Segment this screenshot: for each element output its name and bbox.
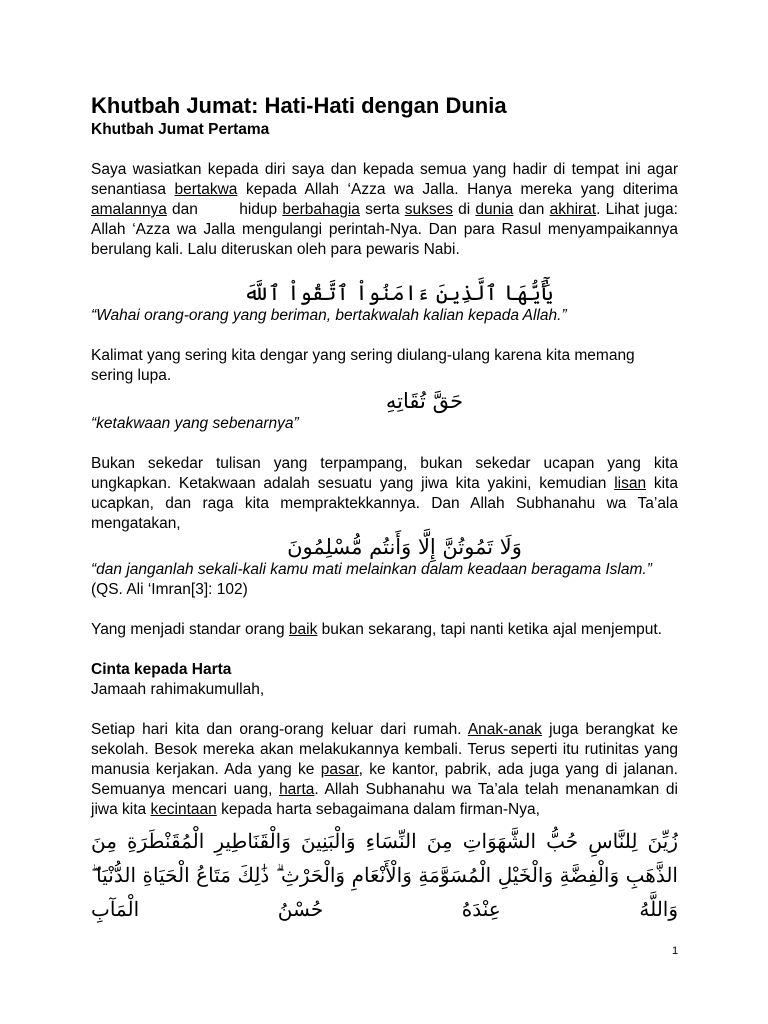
- link-lisan[interactable]: lisan: [614, 475, 647, 492]
- arabic-verse-2: حَقَّ تُقَاتِهِ: [385, 389, 464, 413]
- link-baik[interactable]: baik: [288, 621, 318, 638]
- link-bertakwa[interactable]: bertakwa: [174, 181, 238, 198]
- text: Yang menjadi standar orang: [91, 621, 289, 638]
- link-kecintaan[interactable]: kecintaan: [150, 801, 217, 818]
- arabic-verse-1: يَٰٓأَيُّهَا ٱلَّذِينَ ءَامَنُواْ ٱتَّقُواْ ٱللَّهَ: [243, 281, 554, 305]
- text: . Lihat juga: Allah ‘Azza wa Jalla mengulangi perintah-Nya. Dan para Rasul menyampaikannya berulang kali. Lalu diteruskan oleh para pewaris Nabi.: [91, 201, 678, 258]
- text: kepada harta sebagaimana dalam firman-Nya,: [216, 801, 540, 818]
- quote-translation-3: [91, 560, 678, 600]
- link-sukses[interactable]: sukses: [404, 201, 453, 218]
- arabic-verse-4: زُيِّنَ لِلنَّاسِ حُبُّ الشَّهَوَاتِ مِنَ النِّسَاءِ وَالْبَنِينَ وَالْقَنَاطِيرِ الْمُقَنْطَرَةِ مِنَ الذَّهَبِ وَالْفِضَّةِ وَالْخَيْلِ الْمُسَوَّمَةِ وَالْأَنْعَامِ وَالْحَرْثِ ۗ ذَٰلِكَ مَتَاعُ الْحَيَاةِ الدُّنْيَا ۖ وَاللَّهُ عِنْدَهُ حُسْنُ الْمَآبِ: [91, 829, 678, 921]
- quote-translation-2: “ketakwaan yang sebenarnya”: [91, 415, 299, 432]
- link-akhirat[interactable]: akhirat: [549, 201, 597, 218]
- text: , ke kantor, pabrik, ada juga yang di jalanan. Semuanya mencari uang,: [91, 761, 678, 798]
- text: . Allah Subhanahu wa Ta’ala telah menanamkan di jiwa kita: [91, 781, 678, 818]
- link-anak-anak[interactable]: Anak-anak: [467, 721, 542, 738]
- link-berbahagia[interactable]: berbahagia: [282, 201, 360, 218]
- document-title: Khutbah Jumat: Hati-Hati dengan Dunia: [91, 93, 507, 118]
- paragraph-harta: [91, 720, 678, 820]
- text: serta: [359, 201, 405, 218]
- text: kita ucapkan, dan raga kita mempraktekkannya. Dan Allah Subhanahu wa Ta’ala mengatakan,: [91, 475, 678, 532]
- paragraph-standar: [91, 620, 678, 640]
- paragraph-wasiat: [91, 160, 678, 260]
- document-page: [91, 92, 678, 926]
- text: Bukan sekedar tulisan yang terpampang, bukan sekedar ucapan yang kita ungkapkan. Ketakwaan adalah sesuatu yang jiwa kita yakini, kemudian: [91, 455, 678, 492]
- paragraph-kalimat: Kalimat yang sering kita dengar yang sering diulang-ulang karena kita memang sering lupa.: [91, 347, 635, 384]
- link-dunia[interactable]: dunia: [475, 201, 514, 218]
- quote-reference: (QS. Ali ‘Imran[3]: 102): [91, 581, 248, 598]
- text: kepada Allah ‘Azza wa Jalla. Hanya mereka yang diterima: [237, 181, 678, 198]
- link-amalannya[interactable]: amalannya: [91, 201, 167, 218]
- text: Saya wasiatkan kepada diri saya dan kepada semua yang hadir di tempat ini agar senantiasa: [91, 161, 678, 198]
- text: di: [453, 201, 476, 218]
- greeting: Jamaah rahimakumullah,: [91, 681, 265, 698]
- text: dan hidup: [166, 201, 283, 218]
- page-number: 1: [672, 945, 679, 957]
- paragraph-ketakwaan: [91, 454, 678, 534]
- quote-text: “dan janganlah sekali-kali kamu mati melainkan dalam keadaan beragama Islam.”: [91, 561, 652, 578]
- link-pasar[interactable]: pasar: [320, 761, 359, 778]
- text: bukan sekarang, tapi nanti ketika ajal menjemput.: [317, 621, 662, 638]
- text: Setiap hari kita dan orang-orang keluar dari rumah.: [91, 721, 468, 738]
- section-heading: Cinta kepada Harta: [91, 661, 232, 678]
- link-harta[interactable]: harta: [279, 781, 315, 798]
- text: dan: [513, 201, 550, 218]
- quote-translation-1: “Wahai orang-orang yang beriman, bertakwalah kalian kepada Allah.”: [91, 307, 567, 324]
- arabic-verse-3: وَلَا تَمُوتُنَّ إِلَّا وَأَنتُم مُّسْلِمُونَ: [287, 535, 522, 559]
- document-subtitle: Khutbah Jumat Pertama: [91, 121, 270, 138]
- text: juga berangkat ke sekolah. Besok mereka akan melakukannya kembali. Terus seperti itu rutinitas yang manusia kerjakan. Ada yang ke: [91, 721, 678, 778]
